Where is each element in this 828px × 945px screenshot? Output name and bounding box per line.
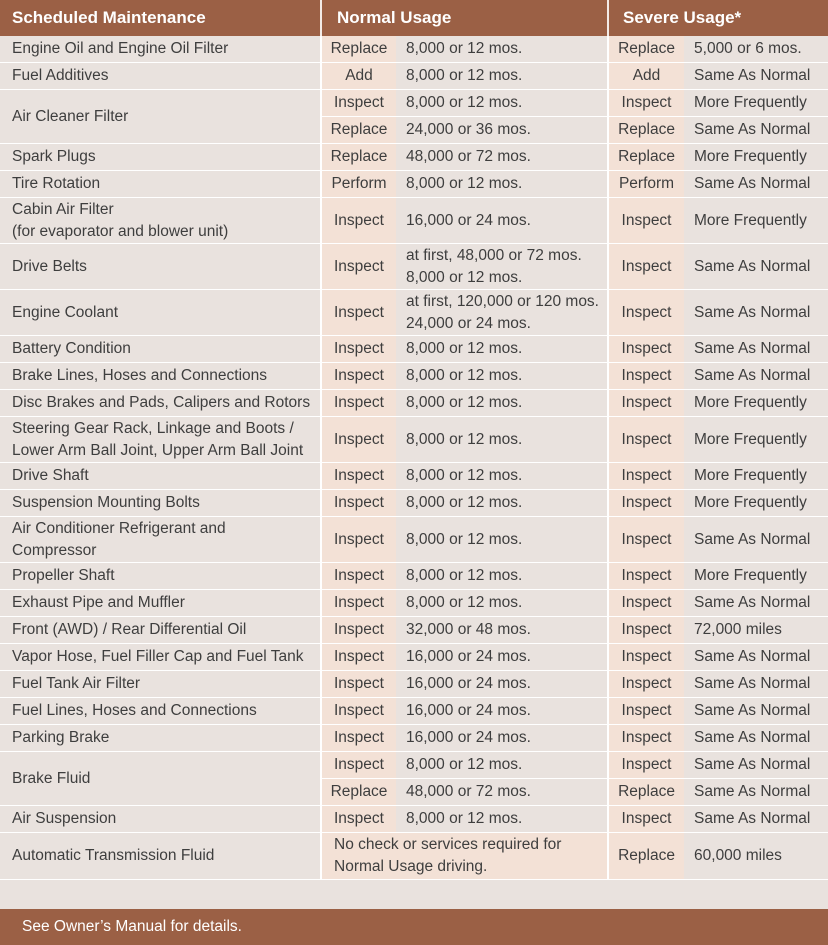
normal-action-cell: Inspect — [321, 563, 396, 590]
footer-note: See Owner’s Manual for details. — [0, 909, 828, 945]
severe-action-cell: Inspect — [608, 752, 684, 779]
normal-interval-cell: 8,000 or 12 mos. — [396, 90, 608, 117]
severe-action-cell: Replace — [608, 833, 684, 880]
interval-line: 8,000 or 12 mos. — [406, 268, 523, 286]
normal-interval-cell: 8,000 or 12 mos. — [396, 417, 608, 463]
normal-interval-cell: 48,000 or 72 mos. — [396, 144, 608, 171]
severe-action-cell: Replace — [608, 144, 684, 171]
normal-interval-cell: 8,000 or 12 mos. — [396, 806, 608, 833]
severe-action-cell: Inspect — [608, 363, 684, 390]
item-cell — [0, 198, 321, 244]
interval-line: at first, 48,000 or 72 mos. — [406, 246, 582, 264]
item-cell: Fuel Additives — [0, 63, 321, 90]
severe-action-cell: Inspect — [608, 725, 684, 752]
item-cell: Propeller Shaft — [0, 563, 321, 590]
table-row — [0, 390, 828, 417]
normal-interval-cell: 8,000 or 12 mos. — [396, 490, 608, 517]
normal-interval-cell: 8,000 or 12 mos. — [396, 63, 608, 90]
severe-action-cell: Inspect — [608, 617, 684, 644]
header-severe-usage: Severe Usage* — [608, 0, 828, 36]
normal-interval-cell — [396, 290, 608, 336]
normal-interval-cell: 8,000 or 12 mos. — [396, 171, 608, 198]
normal-action-cell: Inspect — [321, 617, 396, 644]
normal-interval-cell: 8,000 or 12 mos. — [396, 363, 608, 390]
normal-interval-cell: 8,000 or 12 mos. — [396, 590, 608, 617]
normal-action-cell: Perform — [321, 171, 396, 198]
note-line: No check or services required for — [334, 836, 562, 853]
normal-interval-cell: 8,000 or 12 mos. — [396, 336, 608, 363]
item-cell: Spark Plugs — [0, 144, 321, 171]
severe-interval-cell: More Frequently — [684, 563, 828, 590]
normal-action-cell: Inspect — [321, 490, 396, 517]
severe-interval-cell: Same As Normal — [684, 363, 828, 390]
normal-interval-cell: 8,000 or 12 mos. — [396, 36, 608, 63]
severe-interval-cell: Same As Normal — [684, 63, 828, 90]
table-row — [0, 463, 828, 490]
item-cell: Suspension Mounting Bolts — [0, 490, 321, 517]
severe-action-cell: Inspect — [608, 490, 684, 517]
severe-interval-cell: Same As Normal — [684, 806, 828, 833]
severe-action-cell: Add — [608, 63, 684, 90]
normal-interval-cell: 8,000 or 12 mos. — [396, 517, 608, 563]
table-row — [0, 36, 828, 63]
item-cell: Engine Oil and Engine Oil Filter — [0, 36, 321, 63]
severe-interval-cell: Same As Normal — [684, 725, 828, 752]
item-cell: Tire Rotation — [0, 171, 321, 198]
severe-interval-cell: 60,000 miles — [684, 833, 828, 880]
item-line: Steering Gear Rack, Linkage and Boots / — [12, 419, 294, 437]
normal-action-cell: Inspect — [321, 198, 396, 244]
severe-action-cell: Inspect — [608, 590, 684, 617]
table-row — [0, 671, 828, 698]
item-cell — [0, 417, 321, 463]
severe-interval-cell: More Frequently — [684, 390, 828, 417]
table-row — [0, 698, 828, 725]
normal-action-cell: Inspect — [321, 698, 396, 725]
severe-interval-cell: Same As Normal — [684, 517, 828, 563]
severe-interval-cell: Same As Normal — [684, 779, 828, 806]
item-cell: Front (AWD) / Rear Differential Oil — [0, 617, 321, 644]
severe-interval-cell: Same As Normal — [684, 698, 828, 725]
table-row — [0, 171, 828, 198]
item-cell: Disc Brakes and Pads, Calipers and Rotors — [0, 390, 321, 417]
severe-action-cell: Replace — [608, 117, 684, 144]
table-row — [0, 198, 828, 244]
item-cell: Air Suspension — [0, 806, 321, 833]
normal-interval-cell: 16,000 or 24 mos. — [396, 671, 608, 698]
severe-action-cell: Inspect — [608, 698, 684, 725]
table-row — [0, 833, 828, 880]
item-cell: Drive Belts — [0, 244, 321, 290]
normal-action-cell: Inspect — [321, 590, 396, 617]
normal-action-cell: Inspect — [321, 644, 396, 671]
severe-interval-cell: Same As Normal — [684, 336, 828, 363]
item-cell: Air Cleaner Filter — [0, 90, 321, 144]
table-row — [0, 590, 828, 617]
severe-action-cell: Replace — [608, 36, 684, 63]
severe-action-cell: Inspect — [608, 90, 684, 117]
normal-interval-cell: 32,000 or 48 mos. — [396, 617, 608, 644]
severe-interval-cell: 5,000 or 6 mos. — [684, 36, 828, 63]
item-cell: Engine Coolant — [0, 290, 321, 336]
interval-line: at first, 120,000 or 120 mos. — [406, 292, 599, 310]
normal-interval-cell: 16,000 or 24 mos. — [396, 698, 608, 725]
normal-action-cell: Inspect — [321, 463, 396, 490]
table-row — [0, 644, 828, 671]
table-row — [0, 517, 828, 563]
item-line: Cabin Air Filter — [12, 200, 114, 218]
item-cell: Battery Condition — [0, 336, 321, 363]
normal-action-cell: Inspect — [321, 244, 396, 290]
severe-interval-cell: More Frequently — [684, 417, 828, 463]
table-row — [0, 617, 828, 644]
table-row — [0, 806, 828, 833]
table-row — [0, 563, 828, 590]
normal-interval-cell: 8,000 or 12 mos. — [396, 463, 608, 490]
header-normal-usage: Normal Usage — [321, 0, 608, 36]
normal-action-cell: Inspect — [321, 90, 396, 117]
table-row — [0, 290, 828, 336]
item-line: Compressor — [12, 541, 97, 559]
table-row — [0, 90, 828, 117]
table-row — [0, 244, 828, 290]
item-line: (for evaporator and blower unit) — [12, 222, 229, 240]
normal-action-cell: Inspect — [321, 390, 396, 417]
normal-action-cell: Replace — [321, 144, 396, 171]
table-row — [0, 490, 828, 517]
normal-action-cell: Replace — [321, 36, 396, 63]
severe-interval-cell: Same As Normal — [684, 117, 828, 144]
normal-action-cell: Inspect — [321, 517, 396, 563]
normal-interval-cell: 8,000 or 12 mos. — [396, 563, 608, 590]
item-cell: Fuel Tank Air Filter — [0, 671, 321, 698]
severe-action-cell: Inspect — [608, 198, 684, 244]
item-cell — [0, 517, 321, 563]
normal-interval-cell: 8,000 or 12 mos. — [396, 390, 608, 417]
item-cell: Parking Brake — [0, 725, 321, 752]
normal-action-cell: Inspect — [321, 671, 396, 698]
normal-action-cell: Inspect — [321, 725, 396, 752]
severe-interval-cell: More Frequently — [684, 198, 828, 244]
normal-action-cell: Add — [321, 63, 396, 90]
severe-interval-cell: Same As Normal — [684, 644, 828, 671]
item-cell: Brake Lines, Hoses and Connections — [0, 363, 321, 390]
item-cell: Brake Fluid — [0, 752, 321, 806]
severe-interval-cell: Same As Normal — [684, 671, 828, 698]
table-row — [0, 63, 828, 90]
severe-action-cell: Inspect — [608, 417, 684, 463]
severe-action-cell: Inspect — [608, 244, 684, 290]
severe-interval-cell: More Frequently — [684, 463, 828, 490]
item-cell: Fuel Lines, Hoses and Connections — [0, 698, 321, 725]
severe-action-cell: Inspect — [608, 336, 684, 363]
table-row — [0, 725, 828, 752]
severe-interval-cell: More Frequently — [684, 490, 828, 517]
normal-interval-cell: 24,000 or 36 mos. — [396, 117, 608, 144]
item-cell: Exhaust Pipe and Muffler — [0, 590, 321, 617]
table-row — [0, 752, 828, 779]
severe-interval-cell: Same As Normal — [684, 590, 828, 617]
table-row — [0, 336, 828, 363]
normal-action-cell: Inspect — [321, 336, 396, 363]
table-header-row — [0, 0, 828, 36]
severe-interval-cell: 72,000 miles — [684, 617, 828, 644]
severe-action-cell: Inspect — [608, 517, 684, 563]
normal-action-cell: Inspect — [321, 806, 396, 833]
header-scheduled-maintenance: Scheduled Maintenance — [0, 0, 321, 36]
normal-action-cell: Replace — [321, 779, 396, 806]
note-line: Normal Usage driving. — [334, 858, 488, 875]
severe-action-cell: Replace — [608, 779, 684, 806]
normal-action-cell: Replace — [321, 117, 396, 144]
normal-action-cell: Inspect — [321, 417, 396, 463]
severe-action-cell: Inspect — [608, 390, 684, 417]
item-cell: Automatic Transmission Fluid — [0, 833, 321, 880]
severe-interval-cell: Same As Normal — [684, 752, 828, 779]
item-cell: Drive Shaft — [0, 463, 321, 490]
table-row — [0, 363, 828, 390]
normal-interval-cell: 8,000 or 12 mos. — [396, 752, 608, 779]
severe-action-cell: Inspect — [608, 644, 684, 671]
severe-action-cell: Perform — [608, 171, 684, 198]
normal-interval-cell: 16,000 or 24 mos. — [396, 198, 608, 244]
normal-interval-cell — [396, 244, 608, 290]
severe-action-cell: Inspect — [608, 671, 684, 698]
normal-action-cell: Inspect — [321, 752, 396, 779]
table-row — [0, 417, 828, 463]
normal-interval-cell: 16,000 or 24 mos. — [396, 644, 608, 671]
item-cell: Vapor Hose, Fuel Filler Cap and Fuel Tank — [0, 644, 321, 671]
severe-action-cell: Inspect — [608, 563, 684, 590]
normal-usage-note-cell — [321, 833, 608, 880]
item-line: Lower Arm Ball Joint, Upper Arm Ball Joint — [12, 441, 304, 459]
normal-interval-cell: 16,000 or 24 mos. — [396, 725, 608, 752]
severe-interval-cell: More Frequently — [684, 144, 828, 171]
item-line: Air Conditioner Refrigerant and — [12, 519, 226, 537]
normal-action-cell: Inspect — [321, 363, 396, 390]
severe-action-cell: Inspect — [608, 463, 684, 490]
severe-interval-cell: Same As Normal — [684, 290, 828, 336]
severe-action-cell: Inspect — [608, 806, 684, 833]
severe-action-cell: Inspect — [608, 290, 684, 336]
normal-interval-cell: 48,000 or 72 mos. — [396, 779, 608, 806]
interval-line: 24,000 or 24 mos. — [406, 314, 531, 332]
table-row — [0, 144, 828, 171]
severe-interval-cell: Same As Normal — [684, 244, 828, 290]
severe-interval-cell: More Frequently — [684, 90, 828, 117]
severe-interval-cell: Same As Normal — [684, 171, 828, 198]
normal-action-cell: Inspect — [321, 290, 396, 336]
